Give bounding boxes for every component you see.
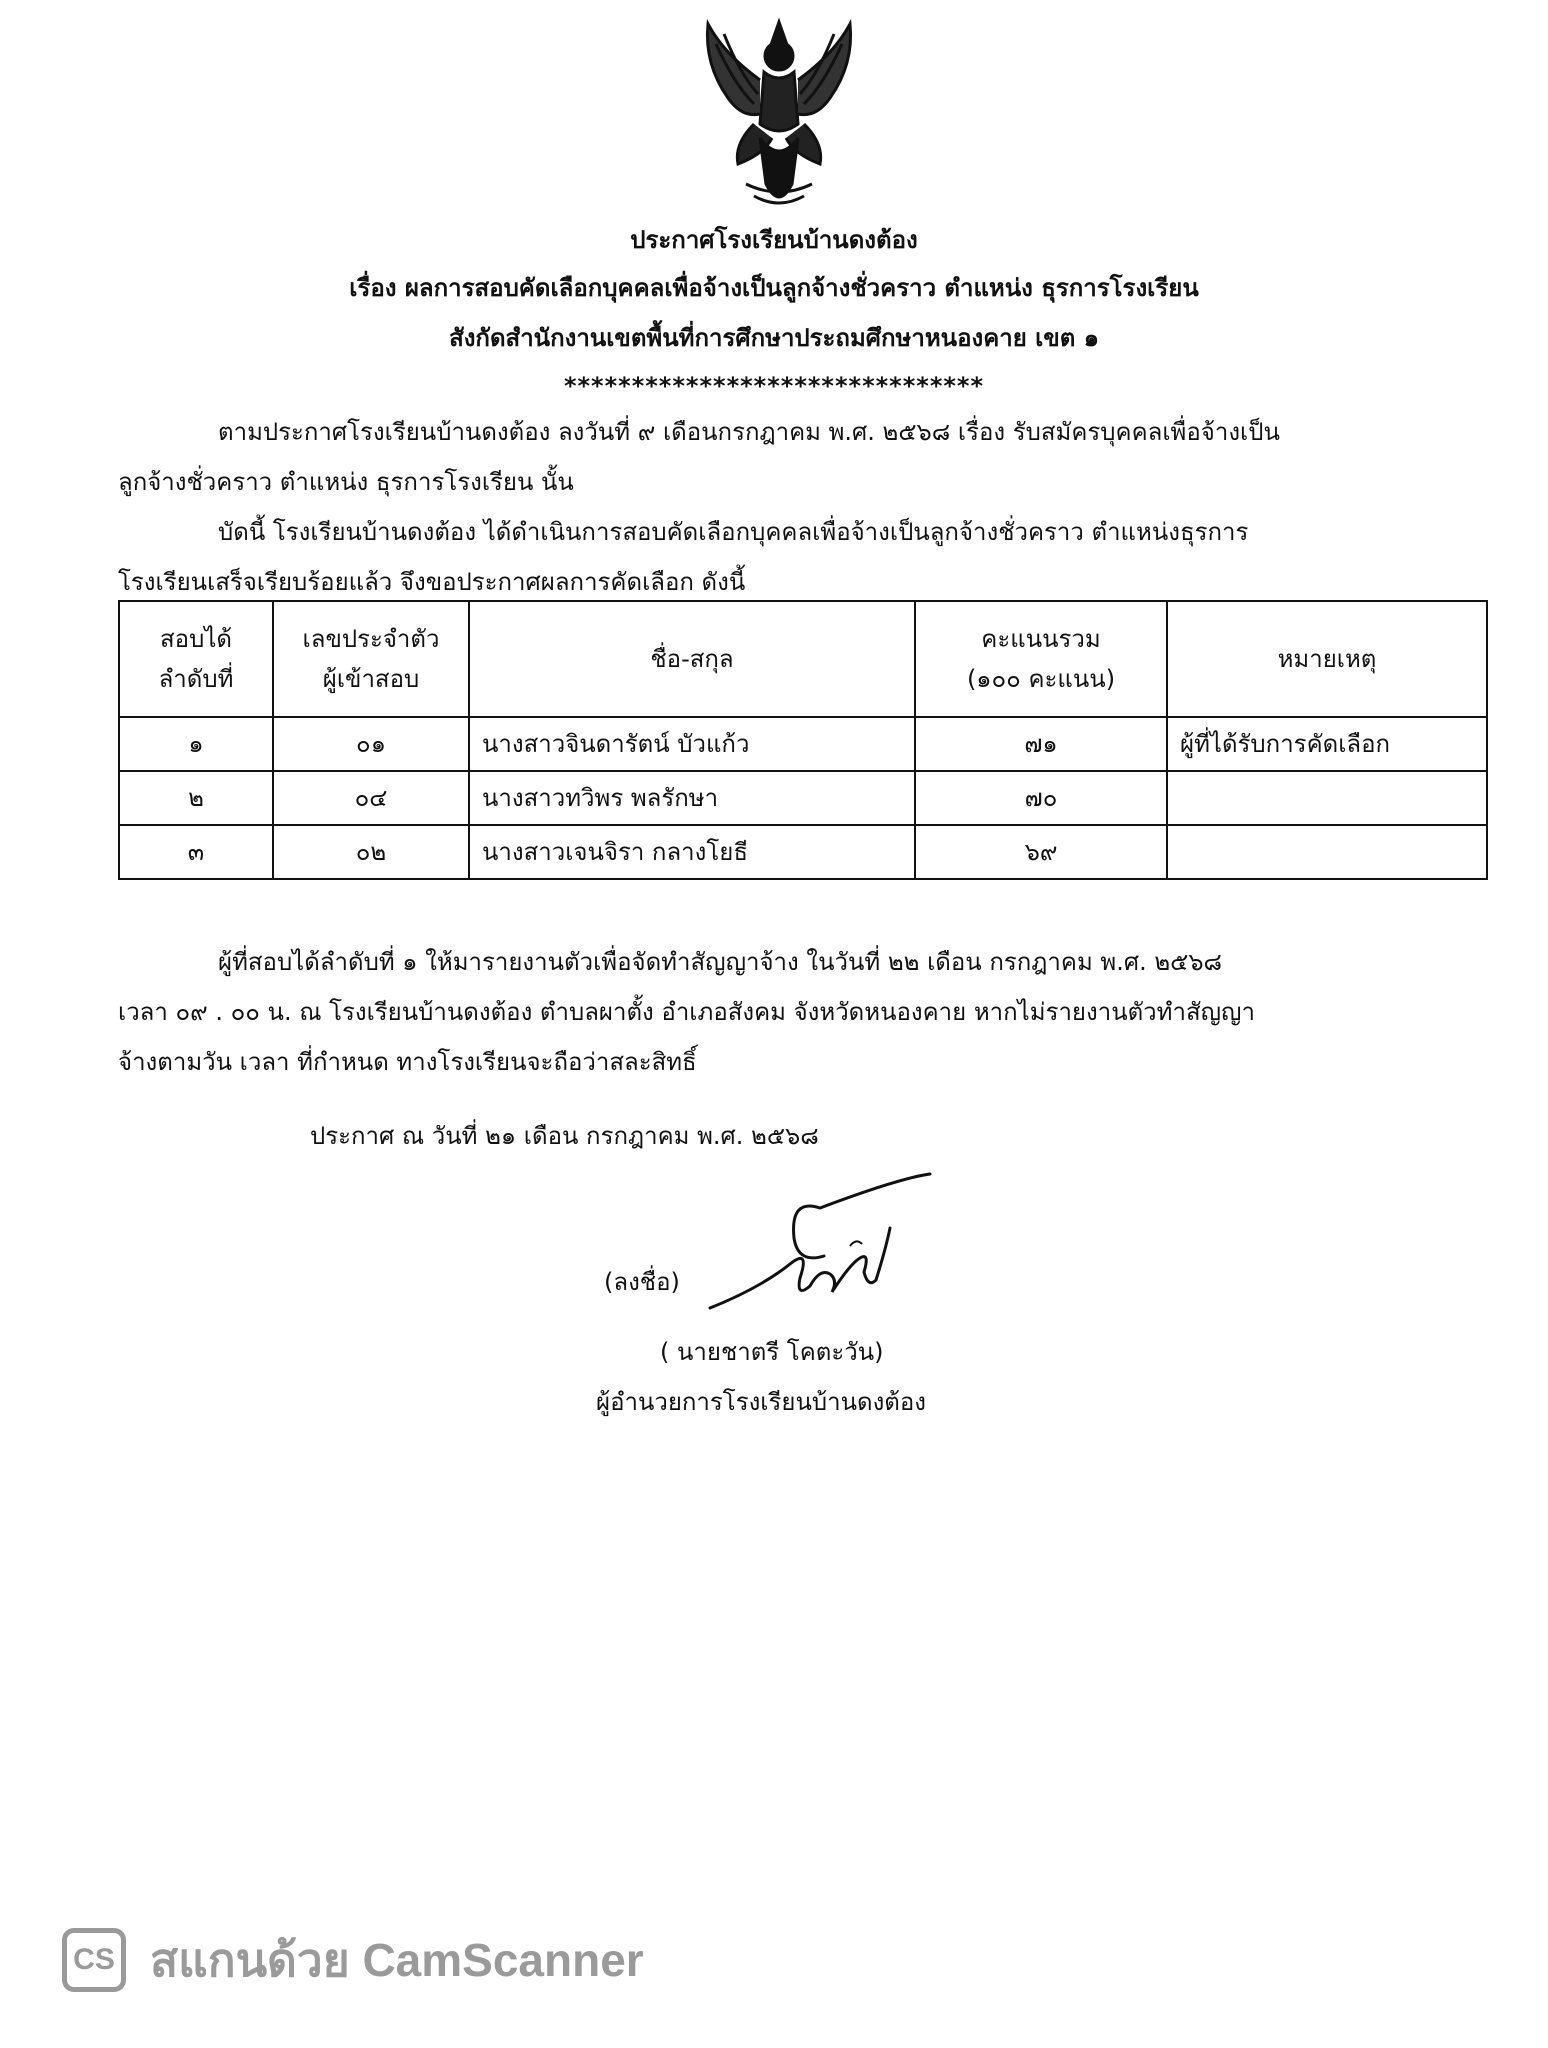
header-total-score-line-2: (๑๐๐ คะแนน) (966, 665, 1116, 693)
paragraph-1-line-1: ตามประกาศโรงเรียนบ้านดงต้อง ลงวันที่ ๙ เดือนกรกฎาคม พ.ศ. ๒๕๖๘ เรื่อง รับสมัครบุคคลเพื่อจ้างเป็น (218, 418, 1280, 446)
sign-label: (ลงชื่อ) (604, 1268, 680, 1296)
header-full-name-text: ชื่อ-สกุล (650, 645, 734, 673)
header-exam-id-line-2: ผู้เข้าสอบ (322, 665, 420, 693)
signer-name: ( นายชาตรี โคตะวัน) (660, 1338, 884, 1366)
cell-rank: ๓ (119, 825, 273, 879)
header-rank-line-2: ลำดับที่ (158, 665, 234, 693)
table-row (119, 717, 1487, 771)
announcement-title: ประกาศโรงเรียนบ้านดงต้อง (630, 226, 918, 254)
header-rank (119, 601, 273, 717)
cell-full-name: นางสาวจินดารัตน์ บัวแก้ว (469, 717, 915, 771)
cell-full-name: นางสาวทวิพร พลรักษา (469, 771, 915, 825)
header-total-score (915, 601, 1167, 717)
cell-score: ๗๑ (915, 717, 1167, 771)
camscanner-watermark (62, 1928, 644, 1992)
paragraph-2-line-1: บัดนี้ โรงเรียนบ้านดงต้อง ได้ดำเนินการสอบคัดเลือกบุคคลเพื่อจ้างเป็นลูกจ้างชั่วคราว ตำแหน่งธุรการ (218, 518, 1249, 546)
cell-full-name: นางสาวเจนจิรา กลางโยธี (469, 825, 915, 879)
announcement-subject: เรื่อง ผลการสอบคัดเลือกบุคคลเพื่อจ้างเป็นลูกจ้างชั่วคราว ตำแหน่ง ธุรการโรงเรียน (349, 274, 1199, 302)
cell-exam-id: ๐๔ (273, 771, 469, 825)
cell-score: ๖๙ (915, 825, 1167, 879)
table-header-row (119, 601, 1487, 717)
header-total-score-line-1: คะแนนรวม (981, 625, 1101, 653)
header-rank-line-1: สอบได้ (160, 625, 232, 653)
handwritten-signature (700, 1168, 940, 1328)
header-note (1167, 601, 1487, 717)
cell-note (1167, 771, 1487, 825)
cell-exam-id: ๐๑ (273, 717, 469, 771)
table-row (119, 771, 1487, 825)
header-full-name (469, 601, 915, 717)
cell-score: ๗๐ (915, 771, 1167, 825)
divider-asterisks: ******************************* (563, 372, 985, 400)
watermark-text: สแกนด้วย CamScanner (150, 1933, 644, 1986)
paragraph-3-line-1: ผู้ที่สอบได้ลำดับที่ ๑ ให้มารายงานตัวเพื่อจัดทำสัญญาจ้าง ในวันที่ ๒๒ เดือน กรกฎาคม พ.ศ. ๒๕๖๘ (218, 948, 1223, 976)
paragraph-2-line-2: โรงเรียนเสร็จเรียบร้อยแล้ว จึงขอประกาศผลการคัดเลือก ดังนี้ (118, 568, 746, 596)
paragraph-1-line-2: ลูกจ้างชั่วคราว ตำแหน่ง ธุรการโรงเรียน นั้น (118, 468, 574, 496)
table-row (119, 825, 1487, 879)
header-exam-id (273, 601, 469, 717)
camscanner-logo-icon: CS (62, 1928, 126, 1992)
results-table (118, 600, 1488, 880)
cell-rank: ๒ (119, 771, 273, 825)
cell-exam-id: ๐๒ (273, 825, 469, 879)
cell-note: ผู้ที่ได้รับการคัดเลือก (1167, 717, 1487, 771)
header-note-text: หมายเหตุ (1277, 645, 1377, 673)
header-exam-id-line-1: เลขประจำตัว (302, 625, 440, 653)
cell-note (1167, 825, 1487, 879)
signer-title: ผู้อำนวยการโรงเรียนบ้านดงต้อง (596, 1388, 926, 1416)
announcement-date: ประกาศ ณ วันที่ ๒๑ เดือน กรกฎาคม พ.ศ. ๒๕๖๘ (310, 1122, 819, 1150)
garuda-emblem (694, 14, 864, 220)
paragraph-3-line-2: เวลา ๐๙ . ๐๐ น. ณ โรงเรียนบ้านดงต้อง ตำบลผาตั้ง อำเภอสังคม จังหวัดหนองคาย หากไม่รายงานตัวทำสัญญา (118, 998, 1255, 1026)
paragraph-3-line-3: จ้างตามวัน เวลา ที่กำหนด ทางโรงเรียนจะถือว่าสละสิทธิ์ (118, 1048, 697, 1076)
cell-rank: ๑ (119, 717, 273, 771)
announcement-affiliation: สังกัดสำนักงานเขตพื้นที่การศึกษาประถมศึกษาหนองคาย เขต ๑ (449, 324, 1099, 352)
